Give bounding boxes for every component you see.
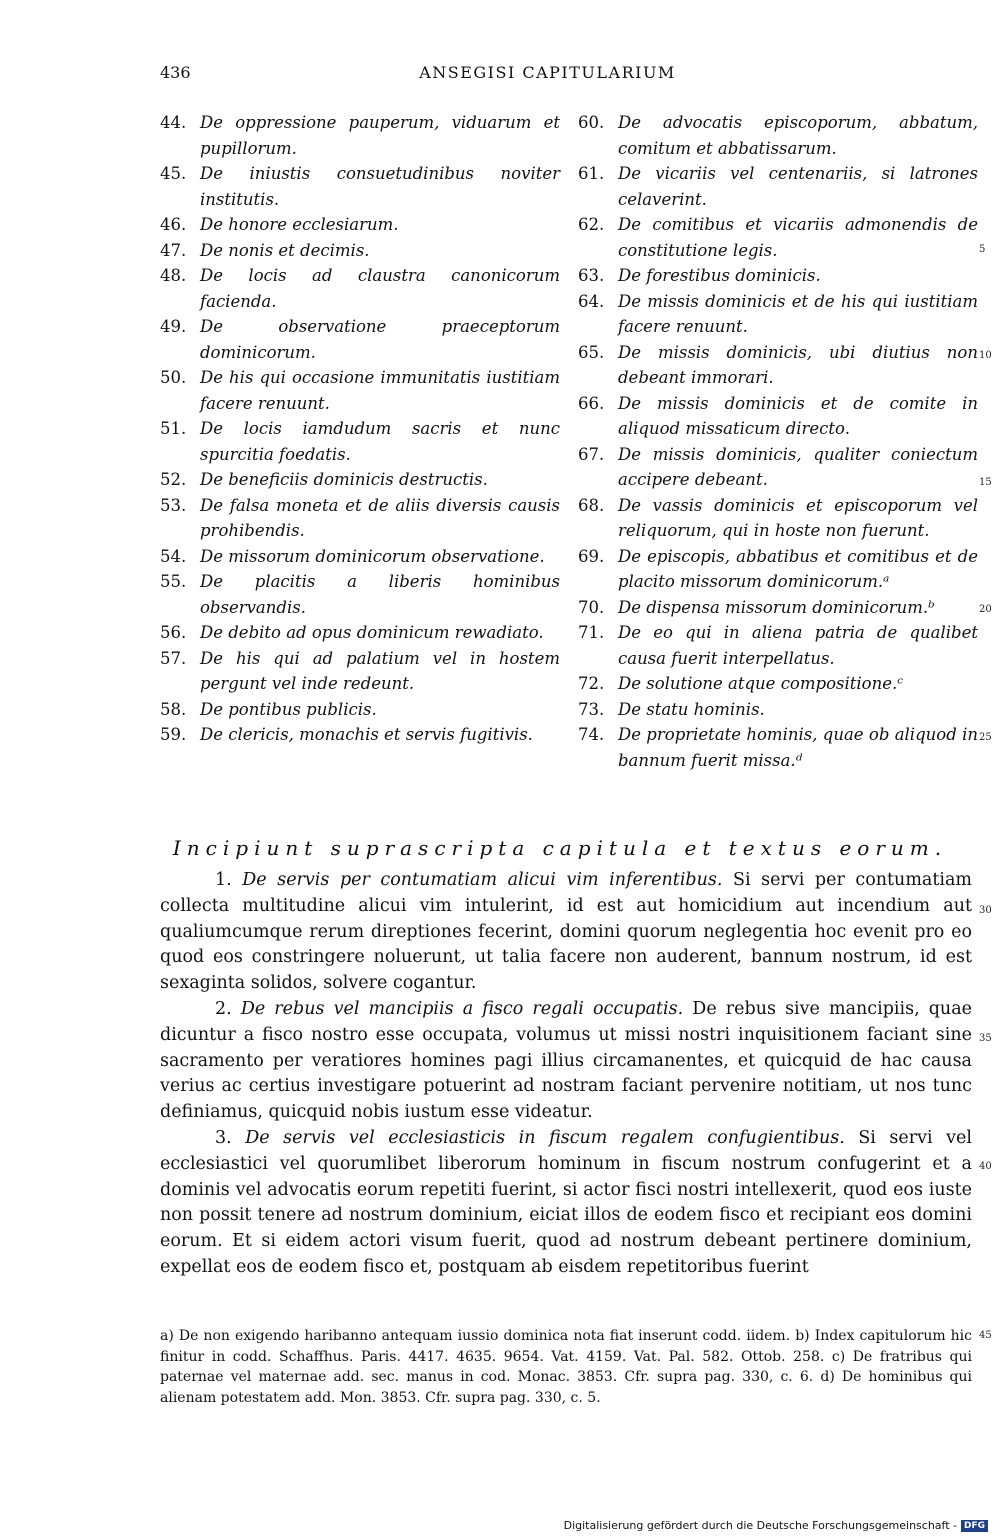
toc-item (160, 110, 560, 161)
body-text (160, 868, 972, 1281)
margin-line-number: 40 (979, 1161, 992, 1172)
section-title: Incipiunt suprascripta capitula et textus eorum. (172, 836, 948, 860)
toc-item (160, 365, 560, 416)
toc-item-number: 50. (160, 368, 187, 387)
toc-item-number: 55. (160, 572, 187, 591)
toc-item (578, 263, 978, 289)
toc-item-number: 59. (160, 725, 187, 744)
toc-item-text: De solutione atque compositione.ᶜ (618, 674, 904, 693)
toc-item-number: 47. (160, 240, 187, 260)
toc-item-text: De beneficiis dominicis destructis. (200, 470, 488, 489)
chapter-title: De servis vel ecclesiasticis in fiscum regalem confugientibus. (245, 1127, 845, 1148)
toc-item-number: 51. (160, 419, 187, 438)
toc-item-text: De forestibus dominicis. (618, 266, 821, 285)
toc-item (160, 467, 560, 493)
chapter-number: 1. (215, 870, 243, 890)
toc-item-number: 60. (578, 113, 605, 132)
chapter-title: De servis per contumatiam alicui vim inferentibus. (242, 870, 723, 890)
margin-line-number: 10 (979, 350, 992, 361)
toc-item (578, 544, 978, 595)
toc-item-number: 56. (160, 623, 187, 642)
toc-item-number: 49. (160, 317, 187, 336)
toc-item-text: De advocatis episcoporum, abbatum, comitum et abbatissarum. (618, 113, 978, 158)
toc-item-number: 57. (160, 648, 187, 668)
toc-item-text: De his qui ad palatium vel in hostem pergunt vel inde redeunt. (200, 648, 560, 693)
toc-item (160, 238, 560, 264)
margin-line-number: 45 (979, 1330, 992, 1341)
toc-item-text: De placitis a liberis hominibus observandis. (200, 572, 560, 617)
toc-item (578, 697, 978, 723)
chapter-text: Si servi vel ecclesiastici vel quorumlibet liberorum hominum in fiscum nostrum confugerint et a dominis vel advocatis eorum repetiti fuerint, si actor fisci nostri intellexerit, quod eos iuste non possit tenere ad nostrum dominium, eiciat illos de eodem fisco et recipiant eos domini eorum. Et si eidem actori visum fuerit, quod ad nostrum debeant pertinere dominium, expellat eos de eodem fisco et, postquam ab eisdem repetitoribus fuerint (160, 1127, 972, 1277)
toc-item-text: De nonis et decimis. (200, 240, 370, 260)
toc-item-text: De honore ecclesiarum. (200, 215, 399, 234)
toc-item (578, 289, 978, 340)
toc-item (578, 161, 978, 212)
footer (564, 1519, 988, 1532)
toc-item-text: De pontibus publicis. (200, 699, 377, 719)
toc-right-column (578, 110, 978, 773)
toc-item-text: De vassis dominicis et episcoporum vel reliquorum, qui in hoste non fuerunt. (618, 495, 978, 540)
toc-item-text: De dispensa missorum dominicorum.ᵇ (618, 597, 935, 617)
toc-item-number: 74. (578, 725, 605, 744)
toc-item-number: 68. (578, 495, 605, 515)
chapter-text: De rebus sive mancipiis, quae dicuntur a fisco nostro esse occupata, volumus ut missi nostri inquisitionem faciant sine sacramento per veratiores homines pagi illius circamanentes, et quicquid de hac causa verius ac certius investigare potuerint ad nostram faciant pervenire notitiam, ut nos tunc definiamus, quicquid nobis iustum esse videatur. (160, 998, 972, 1123)
toc-item-number: 62. (578, 215, 605, 234)
toc-item-number: 65. (578, 342, 605, 362)
toc-item-number: 48. (160, 266, 187, 285)
page-number: 436 (160, 63, 191, 82)
toc-item (578, 110, 978, 161)
toc-item (578, 620, 978, 671)
footer-text: Digitalisierung gefördert durch die Deutsche Forschungsgemeinschaft - (563, 1519, 957, 1532)
toc-item (578, 442, 978, 493)
toc-item (160, 212, 560, 238)
toc-item (578, 595, 978, 621)
toc-item (160, 569, 560, 620)
toc-item-number: 61. (578, 164, 605, 183)
toc-item (578, 671, 978, 697)
toc-item (160, 493, 560, 544)
toc-item (578, 212, 978, 263)
toc-item (160, 314, 560, 365)
toc-item (160, 161, 560, 212)
toc-item (160, 620, 560, 646)
toc-item-number: 70. (578, 597, 605, 617)
toc-item-number: 45. (160, 164, 187, 183)
toc-item (578, 493, 978, 544)
margin-line-number: 35 (979, 1033, 992, 1044)
toc-item-text: De locis iamdudum sacris et nunc spurcitia foedatis. (200, 419, 560, 464)
toc-item-text: De missorum dominicorum observatione. (200, 546, 545, 566)
toc-item-text: De proprietate hominis, quae ob aliquod in bannum fuerit missa.ᵈ (618, 725, 978, 770)
footnotes (160, 1326, 972, 1408)
toc-item-text: De clericis, monachis et servis fugitivis. (200, 725, 533, 744)
toc-item-text: De statu hominis. (618, 699, 765, 719)
toc-item-number: 67. (578, 444, 605, 464)
toc-item-text: De his qui occasione immunitatis iustitiam facere renuunt. (200, 368, 560, 413)
toc-item-text: De missis dominicis, ubi diutius non debeant immorari. (618, 342, 978, 387)
chapter-number: 3. (215, 1127, 246, 1148)
toc-item-number: 54. (160, 546, 187, 566)
toc-item-number: 64. (578, 291, 605, 311)
chapter-paragraph (160, 1126, 972, 1281)
chapter-text: Si servi per contumatiam collecta multitudine alicui vim intulerint, id est aut homicidium aut incendium aut qualiumcumque rerum direptiones fecerint, domini quorum neglegentia hoc evenit pro eo quod eos constringere noluerunt, ut talia facere non auderent, bannum nostrum, id est sexaginta solidos, solvere cogantur. (160, 870, 973, 994)
dfg-logo: DFG (961, 1520, 988, 1532)
toc-item-text: De locis ad claustra canonicorum facienda. (200, 266, 560, 311)
toc-item-text: De missis dominicis et de comite in aliquod missaticum directo. (618, 393, 978, 438)
margin-line-number: 15 (979, 477, 992, 488)
margin-line-number: 20 (979, 604, 992, 615)
margin-line-number: 25 (979, 732, 992, 743)
toc-item-number: 71. (578, 623, 605, 642)
toc-item-text: De oppressione pauperum, viduarum et pupillorum. (200, 113, 560, 158)
toc-item (578, 391, 978, 442)
toc-item-number: 52. (160, 470, 187, 489)
margin-line-number: 30 (979, 905, 992, 916)
chapter-title: De rebus vel mancipiis a fisco regali occupatis. (240, 998, 684, 1019)
chapter-paragraph (160, 997, 972, 1126)
toc-item-number: 53. (160, 495, 187, 515)
toc-item-text: De missis dominicis et de his qui iustitiam facere renuunt. (618, 291, 978, 336)
page-header (160, 63, 935, 87)
toc-item-text: De falsa moneta et de aliis diversis causis prohibendis. (200, 495, 560, 540)
toc-item-text: De debito ad opus dominicum rewadiato. (200, 623, 544, 642)
running-title: ANSEGISI CAPITULARIUM (419, 63, 676, 82)
toc-item (160, 263, 560, 314)
toc-item-number: 44. (160, 113, 187, 132)
toc-item-text: De vicariis vel centenariis, si latrones celaverint. (618, 164, 978, 209)
chapter-number: 2. (215, 998, 241, 1019)
toc-item-number: 63. (578, 266, 605, 285)
toc-item-number: 46. (160, 215, 187, 234)
toc-left-column (160, 110, 560, 748)
toc-item-number: 73. (578, 699, 605, 719)
toc-item (160, 697, 560, 723)
toc-item-text: De episcopis, abbatibus et comitibus et de placito missorum dominicorum.ᵃ (618, 546, 978, 591)
toc-item-number: 58. (160, 699, 187, 719)
toc-item-number: 66. (578, 393, 605, 413)
toc-item (160, 722, 560, 748)
toc-item-text: De iniustis consuetudinibus noviter institutis. (200, 164, 560, 209)
toc-item (578, 340, 978, 391)
toc-item (160, 416, 560, 467)
margin-line-number: 5 (979, 244, 986, 255)
footnote-text: a) De non exigendo haribanno antequam iussio dominica nota fiat inserunt codd. iidem. b) Index capitulorum hic finitur in codd. Schaffhus. Paris. 4417. 4635. 9654. Vat. 4159. Vat. Pal. 582. Ottob. 258. c) De fratribus qui paternae vel maternae add. sec. manus in cod. Monac. 3853. Cfr. supra pag. 330, c. 6. d) De hominibus qui alienam potestatem add. Mon. 3853. Cfr. supra pag. 330, c. 5. (160, 1328, 972, 1406)
toc-item-text: De observatione praeceptorum dominicorum. (200, 317, 560, 362)
toc-item (160, 646, 560, 697)
toc-item (578, 722, 978, 773)
toc-item-text: De missis dominicis, qualiter coniectum accipere debeant. (618, 444, 978, 489)
toc-item-text: De eo qui in aliena patria de qualibet causa fuerit interpellatus. (618, 623, 978, 668)
toc-item-text: De comitibus et vicariis admonendis de constitutione legis. (618, 215, 978, 260)
toc-item-number: 69. (578, 546, 605, 566)
toc-item (160, 544, 560, 570)
chapter-paragraph (160, 868, 972, 997)
toc-item-number: 72. (578, 674, 605, 693)
